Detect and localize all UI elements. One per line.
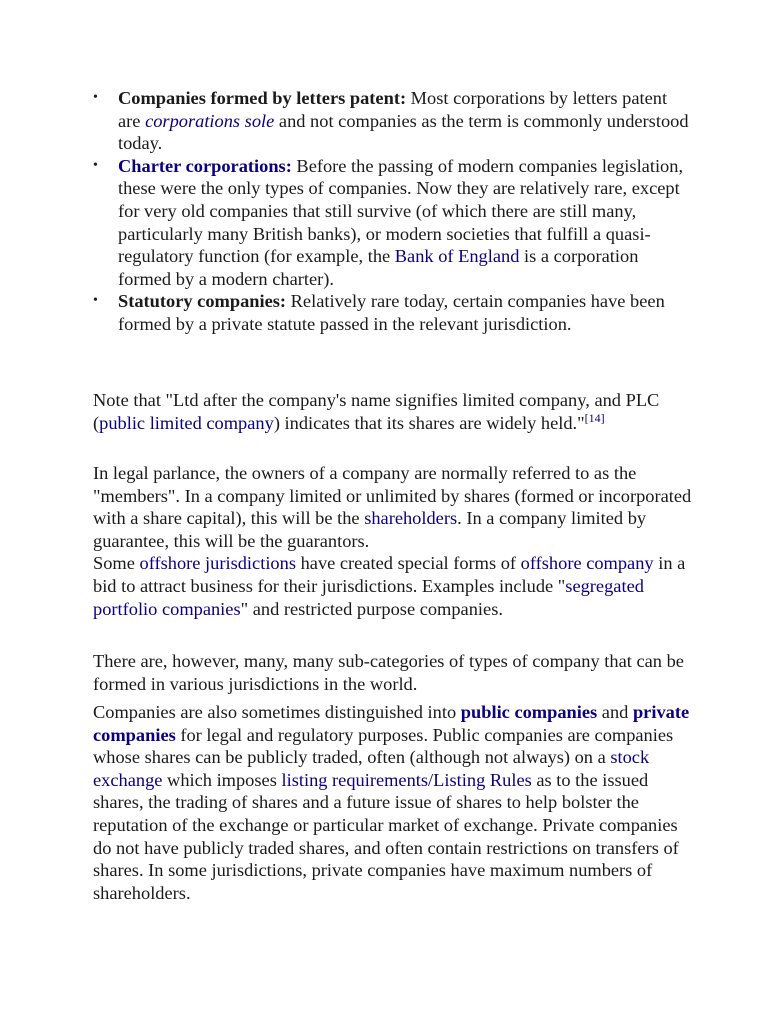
note-paragraph: [93, 389, 693, 434]
text: " and restricted purpose companies.: [240, 598, 503, 619]
link-segregated-portfolio-companies[interactable]: segregated portfolio companies: [93, 575, 644, 619]
list-item: [93, 290, 693, 335]
text: Most corporations by letters patent are: [118, 88, 668, 131]
text: Some: [93, 553, 140, 574]
link-stock-exchange[interactable]: stock exchange: [93, 747, 650, 790]
company-types-list: [93, 87, 693, 336]
link-corporations-sole[interactable]: corporations sole: [145, 110, 275, 131]
text: have created special forms of: [295, 553, 521, 574]
bullet-icon: •: [93, 293, 98, 309]
bullet-icon: •: [93, 157, 98, 173]
link-bank-of-england[interactable]: Bank of England: [394, 246, 520, 267]
text: as to the issued shares, the trading of shares and a future issue of shares to help bolster the reputation of the exchange or particular market of exchange. Private companies do not have publicly traded shares, and often contain restrictions on transfers of shares. In some jurisdictions, private companies have maximum numbers of shareholders.: [93, 769, 679, 903]
link-offshore-company[interactable]: offshore company: [520, 553, 654, 574]
link-charter-corporations[interactable]: Charter corporations:: [118, 155, 292, 176]
text: which imposes: [162, 769, 282, 790]
text: in a bid to attract business for their jurisdictions. Examples include ": [93, 553, 686, 596]
bullet-icon: •: [93, 90, 98, 105]
text: Companies are also sometimes distinguished into: [93, 702, 461, 722]
text: . In a company limited by guarantee, this will be the guarantors.: [93, 508, 647, 551]
link-private-companies[interactable]: private companies: [93, 702, 690, 745]
public-private-paragraph: [93, 701, 693, 904]
term-letters-patent: Companies formed by letters patent:: [118, 88, 407, 108]
term-statutory-companies: Statutory companies:: [118, 291, 287, 312]
citation-link[interactable]: [14]: [584, 410, 605, 425]
subcategories-paragraph: There are, however, many, many sub-categories of types of company that can be formed in various jurisdictions in the world.: [93, 651, 684, 694]
link-offshore-jurisdictions[interactable]: offshore jurisdictions: [139, 553, 296, 574]
text: Relatively rare today, certain companies have been formed by a private statute passed in the relevant jurisdiction.: [118, 291, 665, 334]
text: is a corporation formed by a modern charter).: [118, 246, 639, 289]
list-item: [93, 87, 693, 155]
text: ) indicates that its shares are widely held.": [273, 412, 585, 433]
text: and not companies as the term is commonly understood today.: [118, 110, 689, 154]
list-item: [93, 155, 693, 291]
text: Before the passing of modern companies legislation, these were the only types of companies. Now they are relatively rare, except for very old companies that still survive (of which there are still many, particularly many British banks), or modern societies that fulfill a quasi-regulatory function (for example, the: [118, 155, 684, 267]
link-listing-requirements[interactable]: listing requirements/Listing Rules: [281, 769, 532, 790]
link-shareholders[interactable]: shareholders: [364, 508, 458, 529]
text: for legal and regulatory purposes. Public companies are companies whose shares can be publicly traded, often (although not always) on a: [93, 724, 674, 768]
text: Note that "Ltd after the company's name signifies limited company, and PLC (: [93, 390, 660, 433]
members-paragraph: [93, 462, 693, 620]
text: In legal parlance, the owners of a company are normally referred to as the "members". In a company limited or unlimited by shares (formed or incorporated with a share capital), this will be the: [93, 463, 692, 529]
link-public-limited-company[interactable]: public limited company: [99, 412, 274, 433]
text: and: [597, 702, 633, 722]
link-public-companies[interactable]: public companies: [460, 702, 598, 722]
